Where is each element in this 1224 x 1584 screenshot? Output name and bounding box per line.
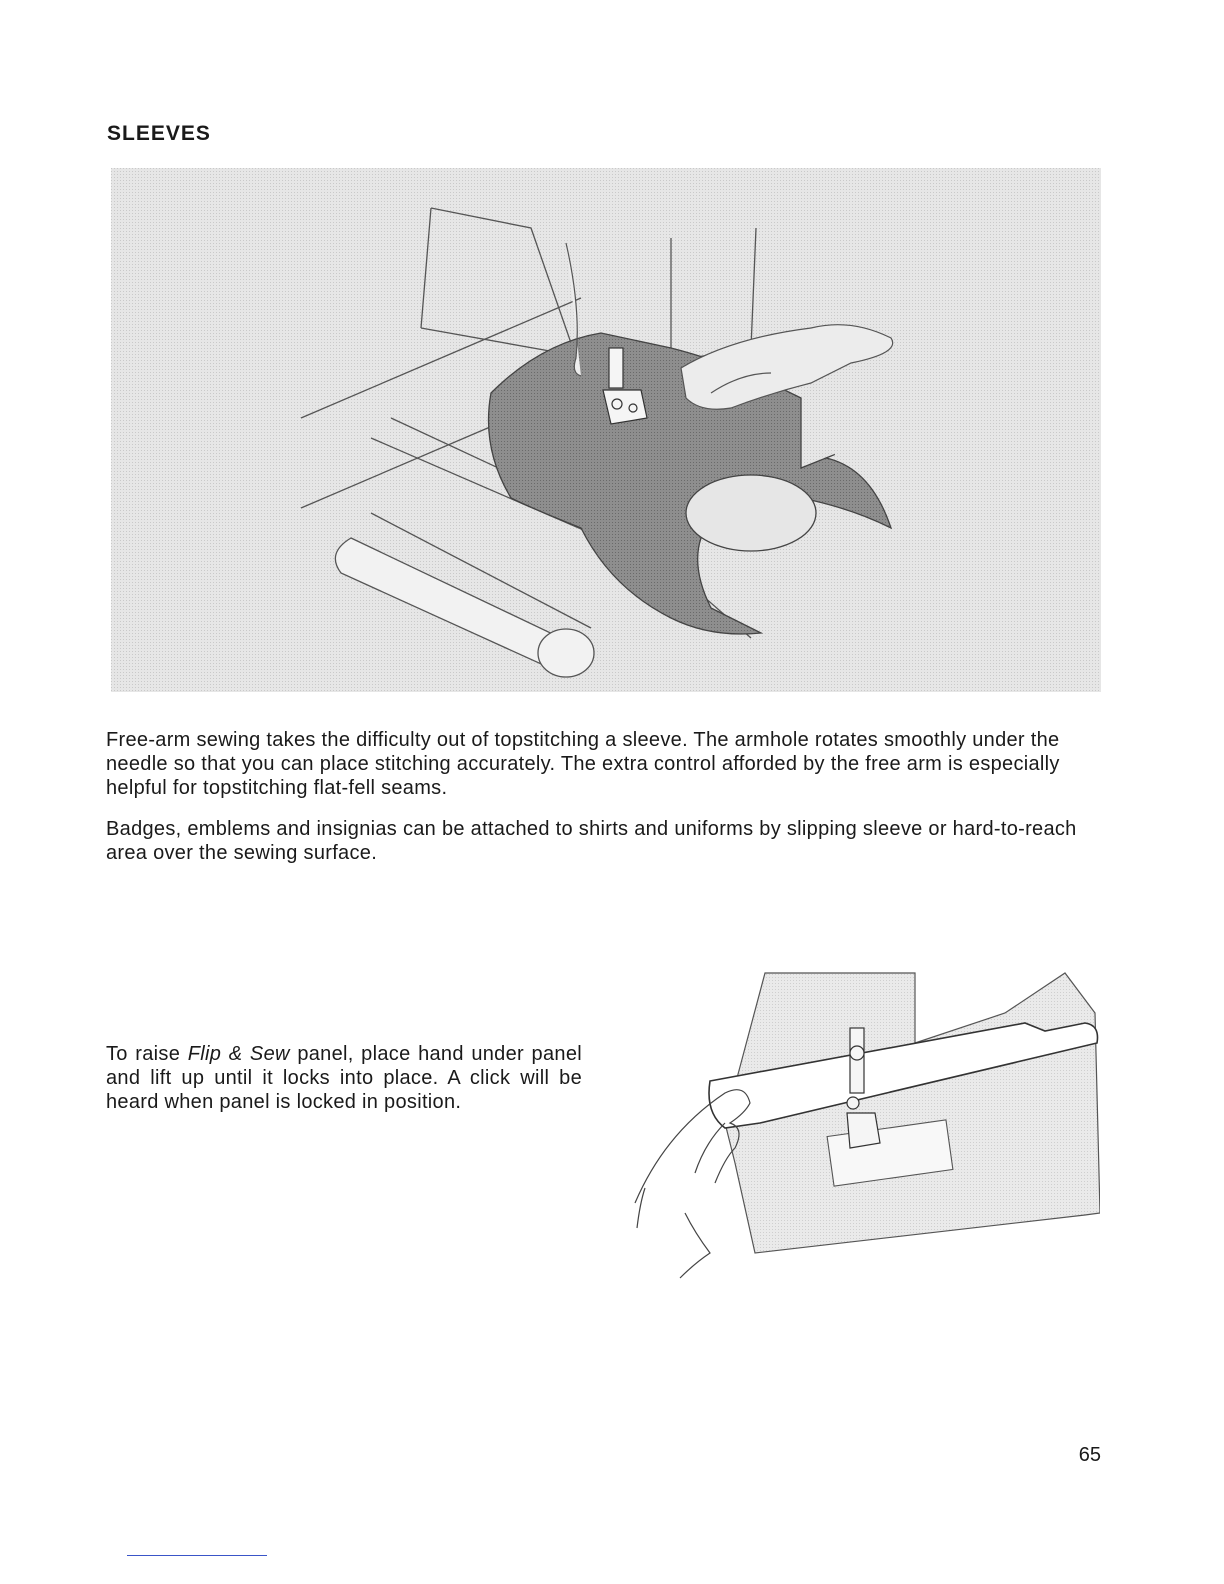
footer-rule bbox=[127, 1555, 267, 1556]
page-number: 65 bbox=[1078, 1444, 1101, 1466]
paragraph-flip-sew-lead: To raise bbox=[106, 1043, 188, 1065]
paragraph-free-arm: Free-arm sewing takes the difficulty out of topstitching a sleeve. The armhole rotates smoothly under the needle so that you can place stitching accurately. The extra control afforded by the free arm is especially helpful for topstitching flat-fell seams. bbox=[106, 729, 1060, 799]
armhole-opening bbox=[686, 475, 816, 551]
sleeve-sewing-illustration bbox=[111, 168, 1101, 692]
flip-sew-panel-illustration bbox=[625, 953, 1100, 1283]
paragraph-flip-sew-rest: panel, place hand under panel and lift up until it locks into place. A click will be heard when panel is locked in position. bbox=[106, 1043, 582, 1113]
flip-sew-emphasis: Flip & Sew bbox=[187, 1043, 290, 1065]
paragraph-flip-sew bbox=[106, 1042, 582, 1114]
paragraph-badges: Badges, emblems and insignias can be attached to shirts and uniforms by slipping sleeve or hard-to-reach area over the sewing surface. bbox=[106, 818, 1077, 864]
section-heading: SLEEVES bbox=[107, 122, 211, 145]
